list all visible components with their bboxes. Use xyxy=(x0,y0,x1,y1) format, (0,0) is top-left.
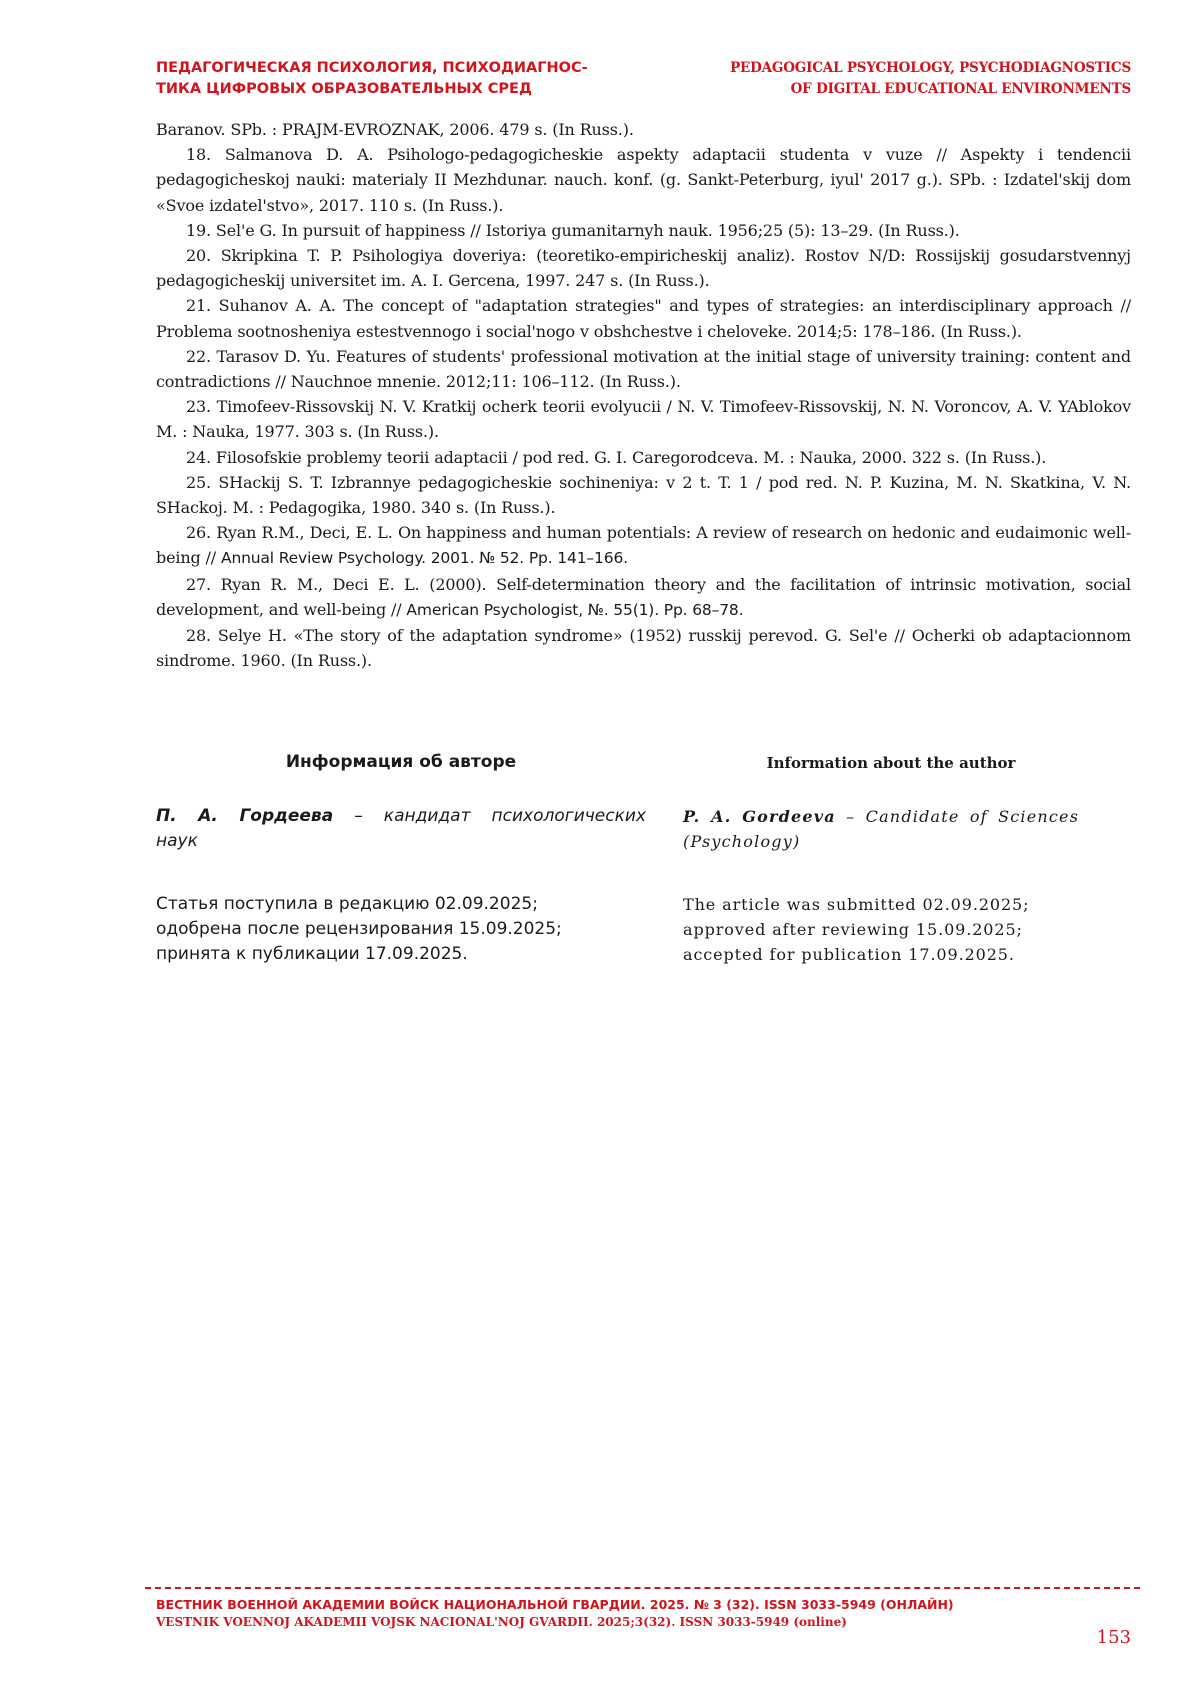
author-heading-en: Information about the author xyxy=(766,754,1016,772)
author-info-en xyxy=(683,804,1131,967)
reference-19: 19. Sel'e G. In pursuit of happiness // Istoriya gumanitarnyh nauk. 1956;25 (5): 13–29. (In Russ.). xyxy=(186,220,960,240)
date-accepted-en: accepted for publication 17.09.2025. xyxy=(683,945,1015,964)
author-name-en: P. A. Gordeeva xyxy=(683,807,836,826)
reference-27-journal: American Psychologist, №. 55(1). Pp. 68–78. xyxy=(406,600,744,619)
date-accepted-ru: принята к публикации 17.09.2025. xyxy=(156,944,468,964)
running-head-en xyxy=(651,58,1131,100)
running-head xyxy=(156,58,1131,106)
author-credentials-en xyxy=(683,804,1131,854)
page-number: 153 xyxy=(1096,1627,1131,1648)
article-dates-ru xyxy=(156,892,646,967)
reference-28: 28. Selye H. «The story of the adaptation syndrome» (1952) russkij perevod. G. Sel'e // Ocherki ob adaptacionnom sindrome. 1960. (In Russ.). xyxy=(156,626,1131,671)
author-heading-ru: Информация об авторе xyxy=(285,752,517,772)
footer-divider xyxy=(145,1587,1140,1589)
reference-continuation: Baranov. SPb. : PRAJM-EVROZNAK, 2006. 479 s. (In Russ.). xyxy=(156,120,634,139)
reference-24: 24. Filosofskie problemy teorii adaptacii / pod red. G. I. Caregorodceva. M. : Nauka, 2000. 322 s. (In Russ.). xyxy=(186,447,1047,467)
footer-journal-en: VESTNIK VOENNOJ AKADEMII VOJSK NACIONAL'NOJ GVARDII. 2025;3(32). ISSN 3033-5949 (online) xyxy=(156,1615,847,1629)
date-approved-ru: одобрена после рецензирования 15.09.2025; xyxy=(156,919,562,939)
author-degree-ru: – кандидат психологических наук xyxy=(156,806,646,851)
reference-26 xyxy=(156,520,1131,571)
footer-journal-ru: ВЕСТНИК ВОЕННОЙ АКАДЕМИИ ВОЙСК НАЦИОНАЛЬНОЙ ГВАРДИИ. 2025. № 3 (32). ISSN 3033-5949 (ОНЛАЙН) xyxy=(156,1597,954,1612)
date-submitted-en: The article was submitted 02.09.2025; xyxy=(683,895,1030,914)
running-head-ru xyxy=(156,58,626,100)
date-approved-en: approved after reviewing 15.09.2025; xyxy=(683,920,1023,939)
reference-27-main: 27. Ryan R. M., Deci E. L. (2000). Self-determination theory and the facilitation of intrinsic motivation, social development, and well-being // xyxy=(156,574,1131,619)
reference-20: 20. Skripkina T. P. Psihologiya doveriya: (teoretiko-empiricheskij analiz). Rostov N/D: Rossijskij gosudarstvennyj pedagogicheskij universitet im. A. I. Gercena, 1997. 247 s. (In Russ.). xyxy=(156,246,1131,291)
author-name-ru: П. А. Гордеева xyxy=(156,806,334,826)
reference-18: 18. Salmanova D. A. Psihologo-pedagogicheskie aspekty adaptacii studenta v vuze // Aspekty i tendencii pedagogicheskoj nauki: materialy II Mezhdunar. nauch. konf. (g. Sankt-Peterburg, iyul' 2017 g.). SPb. : Izdatel'skij dom «Svoe izdatel'stvo», 2017. 110 s. (In Russ.). xyxy=(156,145,1131,215)
reference-21: 21. Suhanov A. A. The concept of "adaptation strategies" and types of strategies: an interdisciplinary approach // Problema sootnosheniya estestvennogo i social'nogo v obshchestve i cheloveke. 2014;5: 178–186. (In Russ.). xyxy=(156,296,1131,341)
reference-list xyxy=(156,117,1131,673)
reference-22: 22. Tarasov D. Yu. Features of students' professional motivation at the initial stage of university training: content and contradictions // Nauchnoe mnenie. 2012;11: 106–112. (In Russ.). xyxy=(156,346,1131,392)
author-info-ru xyxy=(156,804,646,967)
author-credentials-ru xyxy=(156,804,646,854)
article-dates-en xyxy=(683,892,1131,967)
reference-26-main: 26. Ryan R.M., Deci, E. L. On happiness and human potentials: A review of research on hedonic and eudaimonic well-being // xyxy=(156,523,1131,568)
reference-25: 25. SHackij S. T. Izbrannye pedagogicheskie sochineniya: v 2 t. T. 1 / pod red. N. P. Kuzina, M. N. Skatkina, V. N. SHackoj. M. : Pedagogika, 1980. 340 s. (In Russ.). xyxy=(156,472,1131,518)
journal-footer xyxy=(156,1596,1131,1631)
reference-27 xyxy=(156,572,1131,623)
author-headings xyxy=(156,752,1131,782)
reference-23: 23. Timofeev-Rissovskij N. V. Kratkij ocherk teorii evolyucii / N. V. Timofeev-Rissovskij, N. N. Voroncov, A. V. YAblokov M. : Nauka, 1977. 303 s. (In Russ.). xyxy=(156,397,1131,442)
author-degree-en: – Candidate of Sciences (Psychology) xyxy=(683,807,1080,851)
running-head-ru-line1: ПЕДАГОГИЧЕСКАЯ ПСИХОЛОГИЯ, ПСИХОДИАГНОС- xyxy=(156,60,588,76)
running-head-ru-line2: ТИКА ЦИФРОВЫХ ОБРАЗОВАТЕЛЬНЫХ СРЕД xyxy=(156,81,532,97)
reference-26-journal: Annual Review Psychology. 2001. № 52. Pp. 141–166. xyxy=(220,549,628,568)
running-head-en-line1: PEDAGOGICAL PSYCHOLOGY, PSYCHODIAGNOSTICS xyxy=(730,60,1131,76)
date-submitted-ru: Статья поступила в редакцию 02.09.2025; xyxy=(156,894,538,914)
running-head-en-line2: OF DIGITAL EDUCATIONAL ENVIRONMENTS xyxy=(790,81,1131,97)
